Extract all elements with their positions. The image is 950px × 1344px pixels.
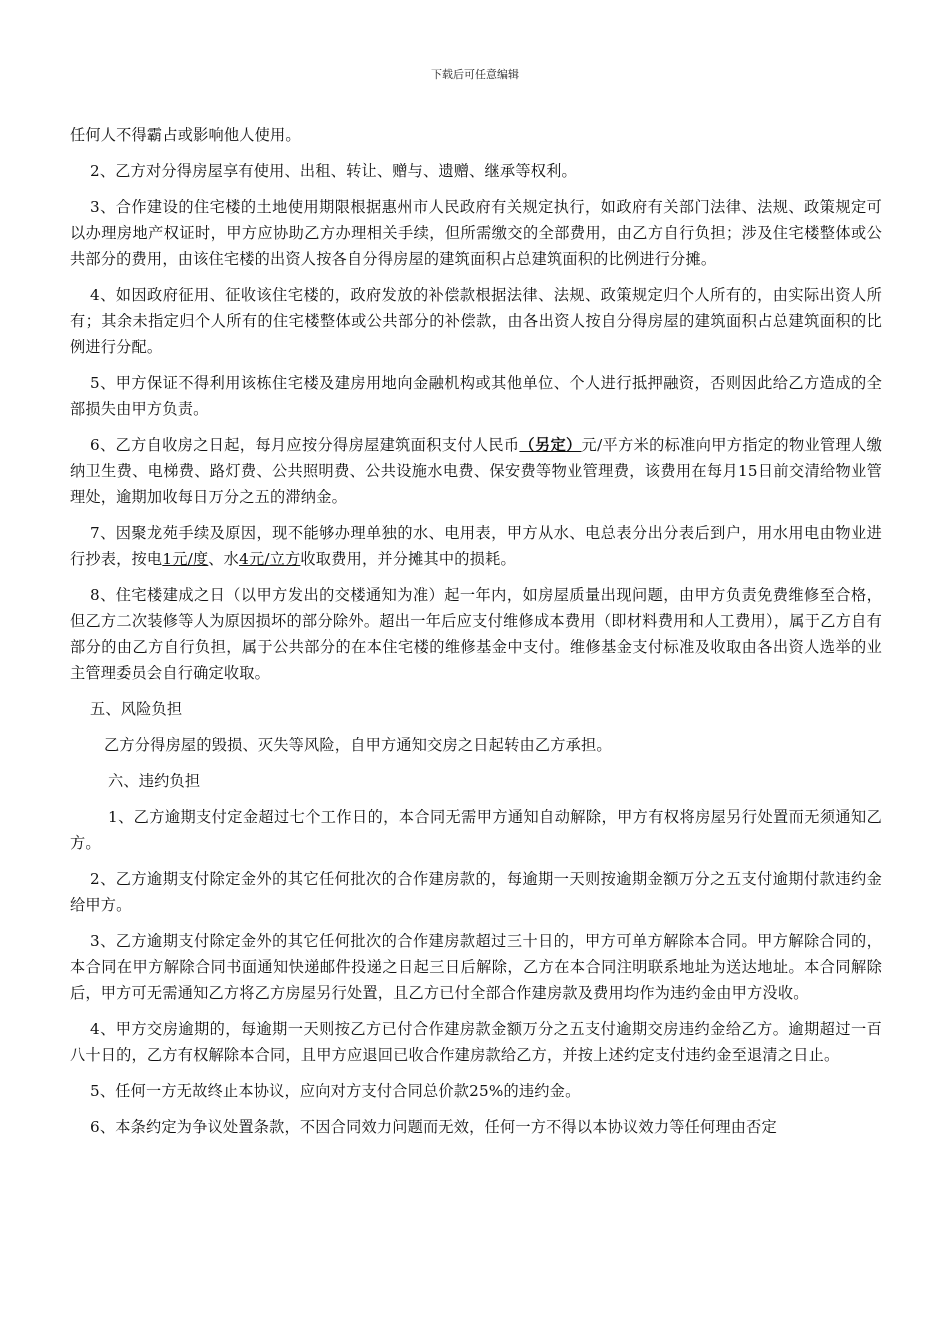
clause-6 [70,432,882,510]
paragraph: 任何人不得霸占或影响他人使用。 [70,126,301,144]
electricity-rate: 1元/度 [162,550,209,568]
breach-clause-6: 6、本条约定为争议处置条款，不因合同效力问题而无效，任何一方不得以本协议效力等任何理由否定 [90,1118,777,1136]
clause-8: 8、住宅楼建成之日（以甲方发出的交楼通知为准）起一年内，如房屋质量出现问题，由甲方负责免费维修至合格，但乙方二次装修等人为原因损坏的部分除外。超出一年后应支付维修成本费用（即材料费用和人工费用），属于乙方自有部分的由乙方自行负担，属于公共部分的在本住宅楼的维修基金中支付。维修基金支付标准及收取由各出资人选举的业主管理委员会自行确定收取。 [70,586,882,682]
clause-3: 3、合作建设的住宅楼的土地使用期限根据惠州市人民政府有关规定执行，如政府有关部门法律、法规、政策规定可以办理房地产权证时，甲方应协助乙方办理相关手续，但所需缴交的全部费用，由乙方自行负担；涉及住宅楼整体或公共部分的费用，由该住宅楼的出资人按各自分得房屋的建筑面积占总建筑面积的比例进行分摊。 [70,198,882,268]
breach-clause-4: 4、甲方交房逾期的，每逾期一天则按乙方已付合作建房款金额万分之五支付逾期交房违约金给乙方。逾期超过一百八十日的，乙方有权解除本合同，且甲方应退回已收合作建房款给乙方，并按上述约定支付违约金至退清之日止。 [70,1020,882,1064]
breach-clause-1: 1、乙方逾期支付定金超过七个工作日的，本合同无需甲方通知自动解除，甲方有权将房屋另行处置而无须通知乙方。 [70,808,882,852]
clause-7-text-a: 7、因聚龙苑手续及原因，现不能够办理单独的水、电用表，甲方从水、电总表分出分表后到户，用水用电由物业进行抄表，按电 [70,524,882,568]
fee-amount-blank: （另定） [519,436,582,454]
clause-7 [70,520,882,572]
clause-6-text-b: 元/平方米的标准向甲方指定的物业管理人缴纳卫生费、电梯费、路灯费、公共照明费、公共设施水电费、保安费等物业管理费，该费用在每月15日前交清给物业管理处，逾期加收每日万分之五的滞纳金。 [70,436,882,506]
clause-2: 2、乙方对分得房屋享有使用、出租、转让、赠与、遗赠、继承等权利。 [90,162,577,180]
clause-7-text-b: 、水 [208,550,240,568]
page-header: 下载后可任意编辑 [431,68,519,81]
clause-6-text-a: 6、乙方自收房之日起，每月应按分得房屋建筑面积支付人民币 [90,436,520,454]
breach-clause-5: 5、任何一方无故终止本协议，应向对方支付合同总价款25%的违约金。 [90,1082,581,1100]
clause-5: 5、甲方保证不得利用该栋住宅楼及建房用地向金融机构或其他单位、个人进行抵押融资，否则因此给乙方造成的全部损失由甲方负责。 [70,374,882,418]
water-rate: 4元/立方 [239,550,301,568]
document-body [70,122,882,1150]
section-heading-6: 六、违约负担 [108,772,201,790]
breach-clause-3: 3、乙方逾期支付除定金外的其它任何批次的合作建房款超过三十日的，甲方可单方解除本合同。甲方解除合同的，本合同在甲方解除合同书面通知快递邮件投递之日起三日后解除，乙方在本合同注明联系地址为送达地址。本合同解除后，甲方可无需通知乙方将乙方房屋另行处置，且乙方已付全部合作建房款及费用均作为违约金由甲方没收。 [70,932,882,1002]
clause-7-text-c: 收取费用，并分摊其中的损耗。 [300,550,516,568]
clause-4: 4、如因政府征用、征收该住宅楼的，政府发放的补偿款根据法律、法规、政策规定归个人所有的，由实际出资人所有；其余未指定归个人所有的住宅楼整体或公共部分的补偿款，由各出资人按自分得房屋的建筑面积占总建筑面积的比例进行分配。 [70,286,882,356]
section-heading-5: 五、风险负担 [90,700,183,718]
risk-paragraph: 乙方分得房屋的毁损、灭失等风险，自甲方通知交房之日起转由乙方承担。 [104,736,612,754]
breach-clause-2: 2、乙方逾期支付除定金外的其它任何批次的合作建房款的，每逾期一天则按逾期金额万分之五支付逾期付款违约金给甲方。 [70,870,882,914]
